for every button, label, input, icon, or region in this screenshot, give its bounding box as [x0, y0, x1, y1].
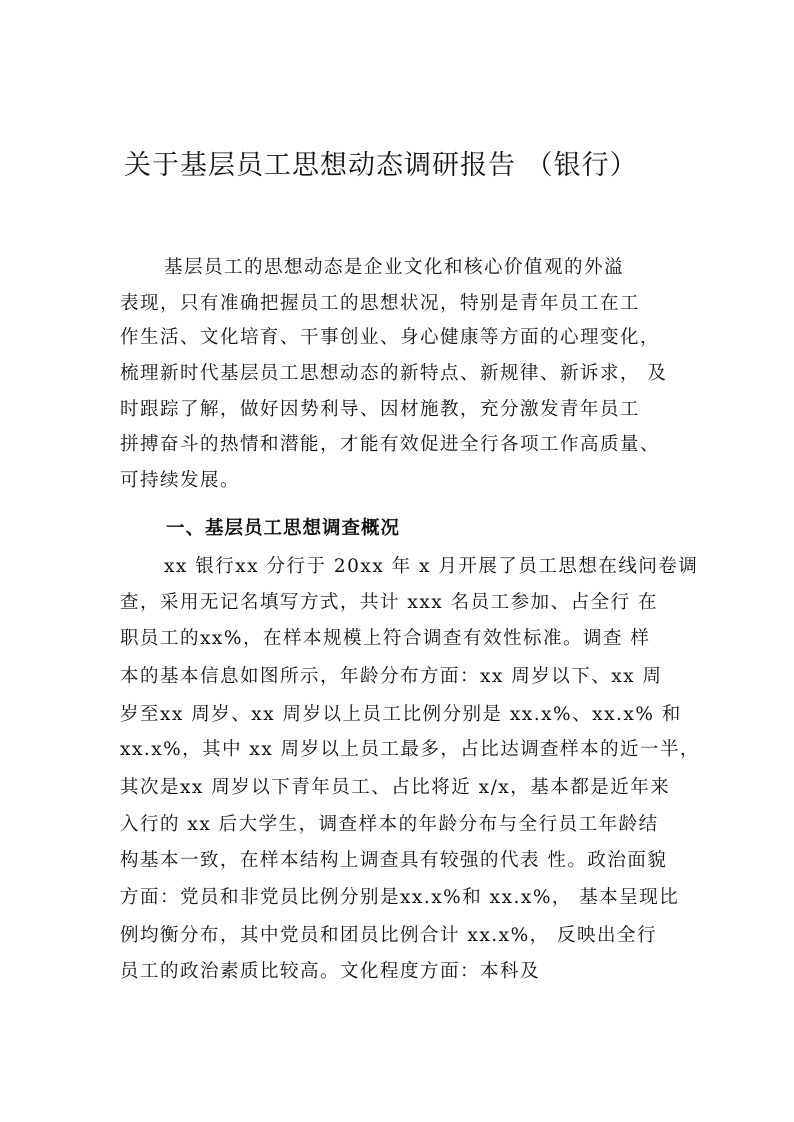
- section-line: xx 银行xx 分行于 20xx 年 x 月开展了员工思想在线问卷调: [164, 556, 699, 577]
- section-line: 入行的 xx 后大学生，调查样本的年龄分布与全行员工年龄结: [120, 814, 659, 835]
- intro-line: 可持续发展。: [120, 470, 241, 491]
- intro-line: 拼搏奋斗的热情和潜能，才能有效促进全行各项工作高质量、: [120, 434, 661, 455]
- intro-line: 梳理新时代基层员工思想动态的新特点、新规律、新诉求， 及: [120, 363, 668, 384]
- section-line: 本的基本信息如图所示，年龄分布方面：xx 周岁以下、xx 周: [120, 666, 663, 687]
- document-title: 关于基层员工思想动态调研报告 （银行）: [124, 150, 638, 181]
- section-line: 岁至xx 周岁、xx 周岁以上员工比例分别是 xx.x%、xx.x% 和: [120, 704, 682, 725]
- section-line: 职员工的xx%，在样本规模上符合调查有效性标准。调查 样: [120, 628, 651, 649]
- section-line: 员工的政治素质比较高。文化程度方面：本科及: [120, 961, 541, 982]
- section-line: 其次是xx 周岁以下青年员工、占比将近 x/x，基本都是近年来: [120, 777, 671, 798]
- intro-line: 作生活、文化培育、干事创业、身心健康等方面的心理变化，: [120, 327, 661, 348]
- section-line: 例均衡分布，其中党员和团员比例合计 xx.x%， 反映出全行: [120, 925, 658, 946]
- intro-line: 时跟踪了解，做好因势利导、因材施教，充分激发青年员工: [120, 399, 641, 420]
- intro-line: 基层员工的思想动态是企业文化和核心价值观的外溢: [164, 257, 625, 278]
- intro-line: 表现，只有准确把握员工的思想状况，特别是青年员工在工: [120, 293, 641, 314]
- section-heading: 一、基层员工思想调查概况: [166, 518, 401, 539]
- section-line: 方面：党员和非党员比例分别是xx.x%和 xx.x%， 基本呈现比: [120, 887, 680, 908]
- section-line: 查，采用无记名填写方式，共计 xxx 名员工参加、占全行 在: [120, 592, 658, 613]
- section-line: xx.x%，其中 xx 周岁以上员工最多，占比达调查样本的近一半，: [120, 739, 700, 760]
- section-line: 构基本一致，在样本结构上调查具有较强的代表 性。政治面貌: [120, 850, 668, 871]
